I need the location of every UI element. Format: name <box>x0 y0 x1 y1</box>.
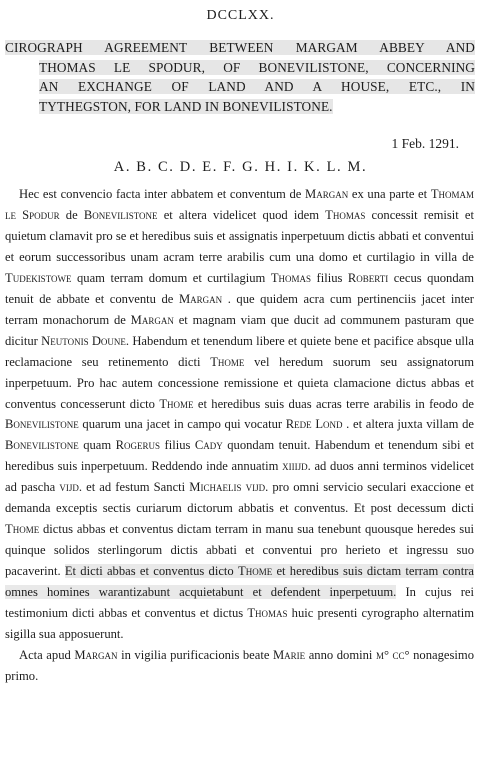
charter-number: DCCLXX. <box>206 8 275 23</box>
cirograph-letters: A. B. C. D. E. F. G. H. I. K. L. M. <box>113 159 368 175</box>
title-line-4: TYTHEGSTON, FOR LAND IN BONEVILISTONE. <box>39 98 333 114</box>
money-amount: xiiijd. <box>282 459 311 474</box>
place-name: Margan <box>305 187 349 201</box>
title-line-2: THOMAS LE SPODUR, OF BONEVILISTONE, CONCERNING <box>39 59 475 75</box>
person-name: Cady <box>194 438 223 453</box>
paragraph-main: Hec est convencio facta inter abbatem et conventum de Margan ex una parte et Thomam le Spodur de Bonevilistone et altera videlicet quod idem Thomas concessit remisit et quietum clamavit pro se et heredibus suis et assignatis inperpetuum dictis abbati et conventui et eorum successoribus unam acram terre arabilis cum una domo et curtilagio in villa de Tudekistowe quam terram domum et curtilagium Thomas filius Roberti cecus quondam tenuit de abbate et conventu de Margan . que quidem acra cum pertinenciis jacet inter terram monachorum de Margan et magnam viam que ducit ad communem pasturam que dicitur Neutonis Doune. Habendum et tenendum libere et quiete bene et pacifice absque ulla reclamacione seu retinemento dicti Thome vel heredum suorum seu assignatorum inperpetuum. Pro hac autem concessione remissione et quieta clamacione dictus abbas et conventus concesserunt dicto Thome et heredibus suis duas acras terre arabilis in feodo de Bonevilistone quarum una jacet in campo qui vocatur Rede Lond . et altera juxta villam de Bonevilistone quam Rogerus filius Cady quondam tenuit. Habendum et tenendum sibi et heredibus suis inperpetuum. Reddendo inde annuatim xiiijd. ad duos anni terminos videlicet ad pascha vijd. et ad festum Sancti Michaelis vijd. pro omni servicio seculari exaccione et demanda exceptis sectis curiarum dictorum abbatis et conventus. Et post decessum dicti Thome dictus abbas et conventus dictam terram in manu sua tenebunt quousque heredes sui quinque solidos sterlingorum dictis abbati et conventui pro herieto et ingressu suo pacaverint. Et dicti abbas et conventus dicto Thome et heredibus suis dictam terram contra omnes homines warantizabunt acquietabunt et defendent inperpetuum. In cujus rei testimonium dicti abbas et conventus et dictus Thomas huic presenti cyrographo alternatim sigilla sua apposuerunt. <box>5 187 475 642</box>
person-name: Thomas <box>325 207 366 222</box>
person-name: Thome <box>5 522 40 537</box>
place-name: Bonevilistone <box>5 417 79 432</box>
money-amount: vijd. <box>245 480 269 495</box>
person-name: Thome <box>159 396 194 411</box>
place-name: Neutonis Doune <box>41 333 126 348</box>
saint-name: Michaelis <box>189 480 242 495</box>
money-amount: vijd. <box>59 480 83 495</box>
person-name: Thomam le Spodur <box>5 187 475 222</box>
charter-date: 1 Feb. 1291. <box>391 136 459 151</box>
place-name: Margan <box>74 647 118 662</box>
charter-text <box>5 184 474 687</box>
paragraph-acta: Acta apud Margan in vigilia purificacionis beate Marie anno domini m° cc° nonagesimo primo. <box>5 647 474 683</box>
person-name: Thomas <box>270 270 312 285</box>
place-name: Margan <box>178 291 223 306</box>
place-name: Margan <box>130 312 174 327</box>
place-name: Bonevilistone <box>83 207 158 222</box>
place-name: Tudekistowe <box>5 270 72 285</box>
person-name: Thomas <box>247 606 288 621</box>
highlighted-clause: Et dicti abbas et conventus dicto Thome et heredibus suis dictam terram contra omnes homines warantizabunt acquietabunt et defendent inperpetuum. <box>5 564 474 600</box>
title-line-3: AN EXCHANGE OF LAND AND A HOUSE, ETC., IN <box>39 79 475 94</box>
place-name: Bonevilistone <box>5 438 79 453</box>
person-name: Rogerus <box>115 438 161 453</box>
charter-title <box>5 38 475 116</box>
year-numeral: m° cc° <box>375 647 410 662</box>
person-name: Thome <box>238 564 273 579</box>
person-name: Thome <box>210 354 245 369</box>
saint-name: Marie <box>272 647 306 662</box>
person-name: Roberti <box>347 270 389 285</box>
title-line-1: CIROGRAPH AGREEMENT BETWEEN MARGAM ABBEY AND <box>5 40 475 55</box>
place-name: Rede Lond <box>285 417 343 432</box>
